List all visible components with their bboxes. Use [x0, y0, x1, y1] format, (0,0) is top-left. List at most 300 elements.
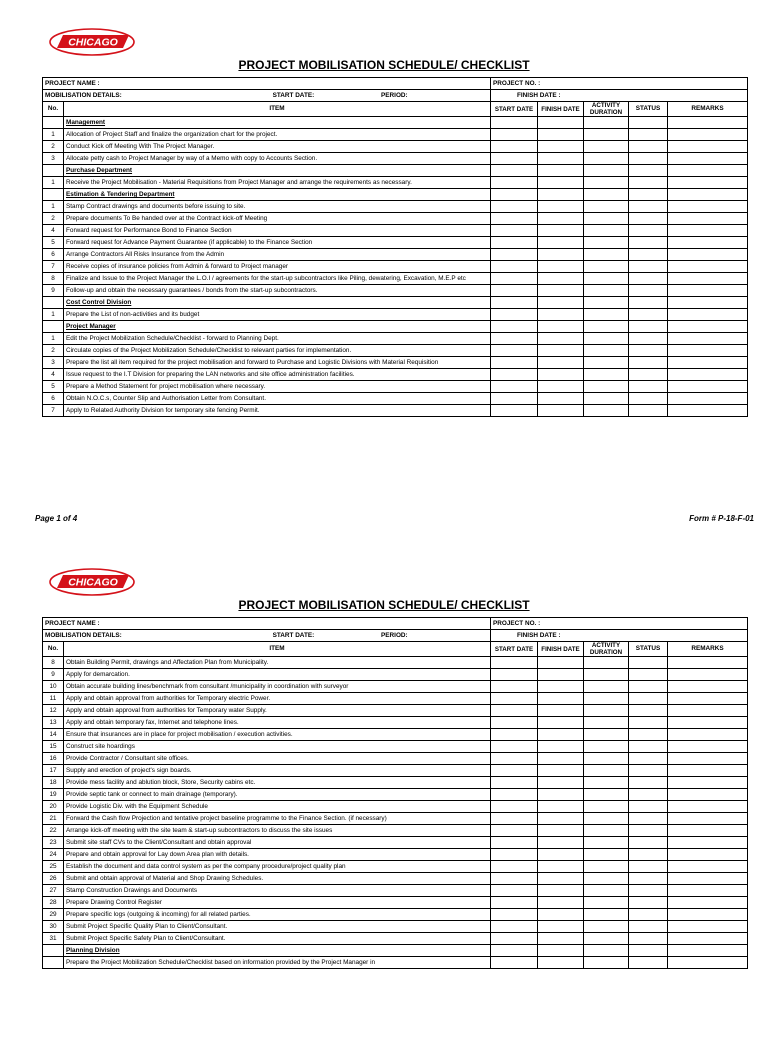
row-finish-date[interactable] — [538, 117, 584, 129]
row-remarks[interactable] — [668, 921, 748, 933]
row-number — [43, 957, 64, 969]
section-heading: Estimation & Tendering Department — [64, 189, 491, 201]
row-finish-date[interactable] — [538, 165, 584, 177]
row-activity-duration[interactable] — [584, 705, 629, 717]
row-start-date[interactable] — [491, 129, 538, 141]
row-remarks[interactable] — [668, 297, 748, 309]
page-title: PROJECT MOBILISATION SCHEDULE/ CHECKLIST — [238, 58, 530, 72]
row-finish-date[interactable] — [538, 909, 584, 921]
row-number — [43, 945, 64, 957]
row-remarks[interactable] — [668, 333, 748, 345]
row-activity-duration[interactable] — [584, 309, 629, 321]
row-remarks[interactable] — [668, 933, 748, 945]
row-start-date[interactable] — [491, 381, 538, 393]
row-finish-date[interactable] — [538, 333, 584, 345]
row-finish-date[interactable] — [538, 669, 584, 681]
row-status[interactable] — [629, 705, 668, 717]
row-status[interactable] — [629, 837, 668, 849]
row-start-date[interactable] — [491, 141, 538, 153]
row-remarks[interactable] — [668, 693, 748, 705]
row-status[interactable] — [629, 369, 668, 381]
row-finish-date[interactable] — [538, 189, 584, 201]
row-status[interactable] — [629, 885, 668, 897]
row-start-date[interactable] — [491, 909, 538, 921]
row-finish-date[interactable] — [538, 357, 584, 369]
row-activity-duration[interactable] — [584, 717, 629, 729]
row-finish-date[interactable] — [538, 753, 584, 765]
row-activity-duration[interactable] — [584, 933, 629, 945]
row-number: 7 — [43, 261, 64, 273]
row-activity-duration[interactable] — [584, 921, 629, 933]
table-row — [43, 861, 748, 873]
row-start-date[interactable] — [491, 945, 538, 957]
row-finish-date[interactable] — [538, 765, 584, 777]
row-start-date[interactable] — [491, 261, 538, 273]
row-remarks[interactable] — [668, 165, 748, 177]
table-row — [43, 381, 748, 393]
row-activity-duration[interactable] — [584, 321, 629, 333]
row-start-date[interactable] — [491, 705, 538, 717]
row-finish-date[interactable] — [538, 861, 584, 873]
row-item: Conduct Kick off Meeting With The Project Manager. — [64, 141, 491, 153]
row-remarks[interactable] — [668, 321, 748, 333]
row-finish-date[interactable] — [538, 729, 584, 741]
row-start-date[interactable] — [491, 729, 538, 741]
table-row — [43, 225, 748, 237]
project-name-label: PROJECT NAME : — [43, 618, 491, 630]
row-activity-duration[interactable] — [584, 765, 629, 777]
row-start-date[interactable] — [491, 657, 538, 669]
row-activity-duration[interactable] — [584, 345, 629, 357]
row-number: 11 — [43, 693, 64, 705]
row-activity-duration[interactable] — [584, 681, 629, 693]
row-activity-duration[interactable] — [584, 201, 629, 213]
row-start-date[interactable] — [491, 201, 538, 213]
row-start-date[interactable] — [491, 669, 538, 681]
table-row — [43, 261, 748, 273]
row-status[interactable] — [629, 309, 668, 321]
row-start-date[interactable] — [491, 393, 538, 405]
row-start-date[interactable] — [491, 153, 538, 165]
row-remarks[interactable] — [668, 801, 748, 813]
row-start-date[interactable] — [491, 681, 538, 693]
row-activity-duration[interactable] — [584, 873, 629, 885]
section-row — [43, 189, 748, 201]
row-start-date[interactable] — [491, 345, 538, 357]
form-number: Form # P-18-F-01 — [689, 514, 754, 523]
row-status[interactable] — [629, 177, 668, 189]
row-remarks[interactable] — [668, 825, 748, 837]
row-remarks[interactable] — [668, 813, 748, 825]
row-status[interactable] — [629, 285, 668, 297]
row-remarks[interactable] — [668, 837, 748, 849]
row-activity-duration[interactable] — [584, 141, 629, 153]
row-remarks[interactable] — [668, 117, 748, 129]
row-remarks[interactable] — [668, 129, 748, 141]
row-status[interactable] — [629, 249, 668, 261]
checklist-table — [42, 617, 748, 969]
row-finish-date[interactable] — [538, 657, 584, 669]
row-remarks[interactable] — [668, 309, 748, 321]
row-start-date[interactable] — [491, 825, 538, 837]
row-start-date[interactable] — [491, 333, 538, 345]
row-number: 27 — [43, 885, 64, 897]
row-remarks[interactable] — [668, 141, 748, 153]
row-status[interactable] — [629, 129, 668, 141]
row-finish-date[interactable] — [538, 201, 584, 213]
row-start-date[interactable] — [491, 273, 538, 285]
row-activity-duration[interactable] — [584, 789, 629, 801]
row-finish-date[interactable] — [538, 801, 584, 813]
row-finish-date[interactable] — [538, 237, 584, 249]
row-status[interactable] — [629, 669, 668, 681]
row-status[interactable] — [629, 801, 668, 813]
table-row — [43, 789, 748, 801]
row-start-date[interactable] — [491, 189, 538, 201]
row-status[interactable] — [629, 393, 668, 405]
row-status[interactable] — [629, 825, 668, 837]
row-remarks[interactable] — [668, 285, 748, 297]
start-date-label: START DATE: — [272, 631, 315, 639]
row-remarks[interactable] — [668, 669, 748, 681]
row-finish-date[interactable] — [538, 249, 584, 261]
row-remarks[interactable] — [668, 861, 748, 873]
row-item: Circulate copies of the Project Mobilization Schedule/Checklist to relevant parties for implementation. — [64, 345, 491, 357]
row-finish-date[interactable] — [538, 741, 584, 753]
row-remarks[interactable] — [668, 945, 748, 957]
row-remarks[interactable] — [668, 765, 748, 777]
row-activity-duration[interactable] — [584, 225, 629, 237]
row-activity-duration[interactable] — [584, 381, 629, 393]
row-status[interactable] — [629, 165, 668, 177]
row-remarks[interactable] — [668, 237, 748, 249]
row-activity-duration[interactable] — [584, 213, 629, 225]
row-item: Allocation of Project Staff and finalize the organization chart for the project. — [64, 129, 491, 141]
row-start-date[interactable] — [491, 321, 538, 333]
row-start-date[interactable] — [491, 933, 538, 945]
row-start-date[interactable] — [491, 957, 538, 969]
row-activity-duration[interactable] — [584, 885, 629, 897]
row-status[interactable] — [629, 921, 668, 933]
row-finish-date[interactable] — [538, 405, 584, 417]
row-finish-date[interactable] — [538, 141, 584, 153]
table-row — [43, 753, 748, 765]
row-remarks[interactable] — [668, 873, 748, 885]
row-activity-duration[interactable] — [584, 333, 629, 345]
row-start-date[interactable] — [491, 897, 538, 909]
row-number — [43, 321, 64, 333]
row-activity-duration[interactable] — [584, 657, 629, 669]
row-activity-duration[interactable] — [584, 909, 629, 921]
row-activity-duration[interactable] — [584, 237, 629, 249]
row-status[interactable] — [629, 333, 668, 345]
row-finish-date[interactable] — [538, 837, 584, 849]
row-finish-date[interactable] — [538, 789, 584, 801]
row-status[interactable] — [629, 357, 668, 369]
row-remarks[interactable] — [668, 957, 748, 969]
row-start-date[interactable] — [491, 753, 538, 765]
row-start-date[interactable] — [491, 861, 538, 873]
row-finish-date[interactable] — [538, 933, 584, 945]
row-activity-duration[interactable] — [584, 405, 629, 417]
row-start-date[interactable] — [491, 297, 538, 309]
row-status[interactable] — [629, 933, 668, 945]
row-activity-duration[interactable] — [584, 861, 629, 873]
row-start-date[interactable] — [491, 885, 538, 897]
table-row — [43, 741, 748, 753]
row-finish-date[interactable] — [538, 381, 584, 393]
row-status[interactable] — [629, 873, 668, 885]
row-start-date[interactable] — [491, 789, 538, 801]
row-activity-duration[interactable] — [584, 669, 629, 681]
row-start-date[interactable] — [491, 177, 538, 189]
row-finish-date[interactable] — [538, 849, 584, 861]
row-status[interactable] — [629, 381, 668, 393]
row-start-date[interactable] — [491, 765, 538, 777]
row-activity-duration[interactable] — [584, 285, 629, 297]
row-activity-duration[interactable] — [584, 849, 629, 861]
col-no: No. — [43, 102, 64, 117]
row-remarks[interactable] — [668, 345, 748, 357]
row-status[interactable] — [629, 813, 668, 825]
row-activity-duration[interactable] — [584, 249, 629, 261]
row-item: Prepare and obtain approval for Lay down Area plan with details. — [64, 849, 491, 861]
row-status[interactable] — [629, 153, 668, 165]
section-row — [43, 321, 748, 333]
row-remarks[interactable] — [668, 393, 748, 405]
row-finish-date[interactable] — [538, 825, 584, 837]
row-remarks[interactable] — [668, 897, 748, 909]
row-activity-duration[interactable] — [584, 357, 629, 369]
row-finish-date[interactable] — [538, 321, 584, 333]
row-activity-duration[interactable] — [584, 801, 629, 813]
row-activity-duration[interactable] — [584, 369, 629, 381]
row-start-date[interactable] — [491, 837, 538, 849]
row-finish-date[interactable] — [538, 873, 584, 885]
row-status[interactable] — [629, 345, 668, 357]
row-start-date[interactable] — [491, 717, 538, 729]
row-remarks[interactable] — [668, 189, 748, 201]
row-activity-duration[interactable] — [584, 117, 629, 129]
row-finish-date[interactable] — [538, 957, 584, 969]
row-status[interactable] — [629, 897, 668, 909]
row-activity-duration[interactable] — [584, 837, 629, 849]
row-activity-duration[interactable] — [584, 165, 629, 177]
row-remarks[interactable] — [668, 777, 748, 789]
row-status[interactable] — [629, 909, 668, 921]
row-status[interactable] — [629, 261, 668, 273]
row-activity-duration[interactable] — [584, 693, 629, 705]
row-number: 12 — [43, 705, 64, 717]
row-status[interactable] — [629, 657, 668, 669]
row-activity-duration[interactable] — [584, 177, 629, 189]
table-row — [43, 933, 748, 945]
row-status[interactable] — [629, 117, 668, 129]
row-remarks[interactable] — [668, 273, 748, 285]
row-start-date[interactable] — [491, 921, 538, 933]
row-remarks[interactable] — [668, 249, 748, 261]
row-finish-date[interactable] — [538, 681, 584, 693]
row-finish-date[interactable] — [538, 369, 584, 381]
section-row — [43, 117, 748, 129]
row-finish-date[interactable] — [538, 945, 584, 957]
row-number: 13 — [43, 717, 64, 729]
row-item: Edit the Project Mobilization Schedule/Checklist - forward to Planning Dept. — [64, 333, 491, 345]
row-start-date[interactable] — [491, 249, 538, 261]
row-finish-date[interactable] — [538, 129, 584, 141]
row-status[interactable] — [629, 765, 668, 777]
row-status[interactable] — [629, 141, 668, 153]
row-remarks[interactable] — [668, 729, 748, 741]
row-activity-duration[interactable] — [584, 273, 629, 285]
row-activity-duration[interactable] — [584, 189, 629, 201]
row-status[interactable] — [629, 225, 668, 237]
row-start-date[interactable] — [491, 213, 538, 225]
row-status[interactable] — [629, 321, 668, 333]
row-remarks[interactable] — [668, 201, 748, 213]
table-row — [43, 369, 748, 381]
table-row — [43, 885, 748, 897]
row-start-date[interactable] — [491, 873, 538, 885]
row-activity-duration[interactable] — [584, 297, 629, 309]
row-finish-date[interactable] — [538, 297, 584, 309]
row-status[interactable] — [629, 789, 668, 801]
row-status[interactable] — [629, 189, 668, 201]
row-finish-date[interactable] — [538, 285, 584, 297]
row-start-date[interactable] — [491, 741, 538, 753]
row-activity-duration[interactable] — [584, 813, 629, 825]
row-finish-date[interactable] — [538, 309, 584, 321]
row-remarks[interactable] — [668, 681, 748, 693]
row-status[interactable] — [629, 741, 668, 753]
row-start-date[interactable] — [491, 813, 538, 825]
row-finish-date[interactable] — [538, 345, 584, 357]
row-start-date[interactable] — [491, 777, 538, 789]
row-start-date[interactable] — [491, 369, 538, 381]
col-start-date: START DATE — [491, 102, 538, 117]
row-start-date[interactable] — [491, 357, 538, 369]
row-activity-duration[interactable] — [584, 957, 629, 969]
row-finish-date[interactable] — [538, 897, 584, 909]
row-activity-duration[interactable] — [584, 825, 629, 837]
row-status[interactable] — [629, 717, 668, 729]
table-row — [43, 129, 748, 141]
row-status[interactable] — [629, 201, 668, 213]
row-item: Arrange kick-off meeting with the site team & start-up subcontractors to discuss the site issues — [64, 825, 491, 837]
row-start-date[interactable] — [491, 693, 538, 705]
row-remarks[interactable] — [668, 741, 748, 753]
row-status[interactable] — [629, 681, 668, 693]
row-remarks[interactable] — [668, 177, 748, 189]
row-finish-date[interactable] — [538, 177, 584, 189]
row-status[interactable] — [629, 849, 668, 861]
row-finish-date[interactable] — [538, 213, 584, 225]
row-finish-date[interactable] — [538, 921, 584, 933]
row-remarks[interactable] — [668, 705, 748, 717]
row-status[interactable] — [629, 777, 668, 789]
row-activity-duration[interactable] — [584, 129, 629, 141]
row-item: Forward request for Advance Payment Guarantee (if applicable) to the Finance Section — [64, 237, 491, 249]
row-activity-duration[interactable] — [584, 945, 629, 957]
row-remarks[interactable] — [668, 717, 748, 729]
row-remarks[interactable] — [668, 225, 748, 237]
row-start-date[interactable] — [491, 237, 538, 249]
row-finish-date[interactable] — [538, 261, 584, 273]
row-activity-duration[interactable] — [584, 741, 629, 753]
row-remarks[interactable] — [668, 357, 748, 369]
row-status[interactable] — [629, 297, 668, 309]
row-remarks[interactable] — [668, 885, 748, 897]
row-status[interactable] — [629, 693, 668, 705]
row-start-date[interactable] — [491, 309, 538, 321]
mobilisation-details-label: MOBILISATION DETAILS: — [45, 631, 122, 639]
row-remarks[interactable] — [668, 657, 748, 669]
row-activity-duration[interactable] — [584, 897, 629, 909]
row-remarks[interactable] — [668, 261, 748, 273]
row-start-date[interactable] — [491, 801, 538, 813]
row-start-date[interactable] — [491, 117, 538, 129]
row-number — [43, 165, 64, 177]
row-remarks[interactable] — [668, 381, 748, 393]
row-status[interactable] — [629, 945, 668, 957]
row-start-date[interactable] — [491, 225, 538, 237]
row-activity-duration[interactable] — [584, 777, 629, 789]
row-status[interactable] — [629, 861, 668, 873]
row-remarks[interactable] — [668, 753, 748, 765]
row-remarks[interactable] — [668, 909, 748, 921]
table-row — [43, 693, 748, 705]
row-finish-date[interactable] — [538, 813, 584, 825]
row-activity-duration[interactable] — [584, 153, 629, 165]
row-status[interactable] — [629, 753, 668, 765]
table-row — [43, 249, 748, 261]
row-finish-date[interactable] — [538, 705, 584, 717]
row-status[interactable] — [629, 405, 668, 417]
row-status[interactable] — [629, 237, 668, 249]
row-start-date[interactable] — [491, 285, 538, 297]
row-activity-duration[interactable] — [584, 393, 629, 405]
row-finish-date[interactable] — [538, 885, 584, 897]
row-remarks[interactable] — [668, 153, 748, 165]
row-start-date[interactable] — [491, 405, 538, 417]
row-finish-date[interactable] — [538, 717, 584, 729]
row-item: Prepare the Project Mobilization Schedule/Checklist based on information provided by the Project Manager in — [64, 957, 491, 969]
row-status[interactable] — [629, 729, 668, 741]
row-finish-date[interactable] — [538, 693, 584, 705]
table-row — [43, 201, 748, 213]
row-item: Forward the Cash flow Projection and tentative project baseline programme to the Finance Section. (if necessary) — [64, 813, 491, 825]
row-remarks[interactable] — [668, 213, 748, 225]
row-finish-date[interactable] — [538, 273, 584, 285]
row-remarks[interactable] — [668, 369, 748, 381]
row-finish-date[interactable] — [538, 153, 584, 165]
row-remarks[interactable] — [668, 789, 748, 801]
row-remarks[interactable] — [668, 405, 748, 417]
row-status[interactable] — [629, 273, 668, 285]
period-label: PERIOD: — [381, 91, 408, 99]
row-status[interactable] — [629, 213, 668, 225]
row-activity-duration[interactable] — [584, 261, 629, 273]
row-finish-date[interactable] — [538, 777, 584, 789]
row-start-date[interactable] — [491, 165, 538, 177]
row-finish-date[interactable] — [538, 225, 584, 237]
row-status[interactable] — [629, 957, 668, 969]
row-start-date[interactable] — [491, 849, 538, 861]
row-remarks[interactable] — [668, 849, 748, 861]
row-activity-duration[interactable] — [584, 729, 629, 741]
row-finish-date[interactable] — [538, 393, 584, 405]
row-activity-duration[interactable] — [584, 753, 629, 765]
